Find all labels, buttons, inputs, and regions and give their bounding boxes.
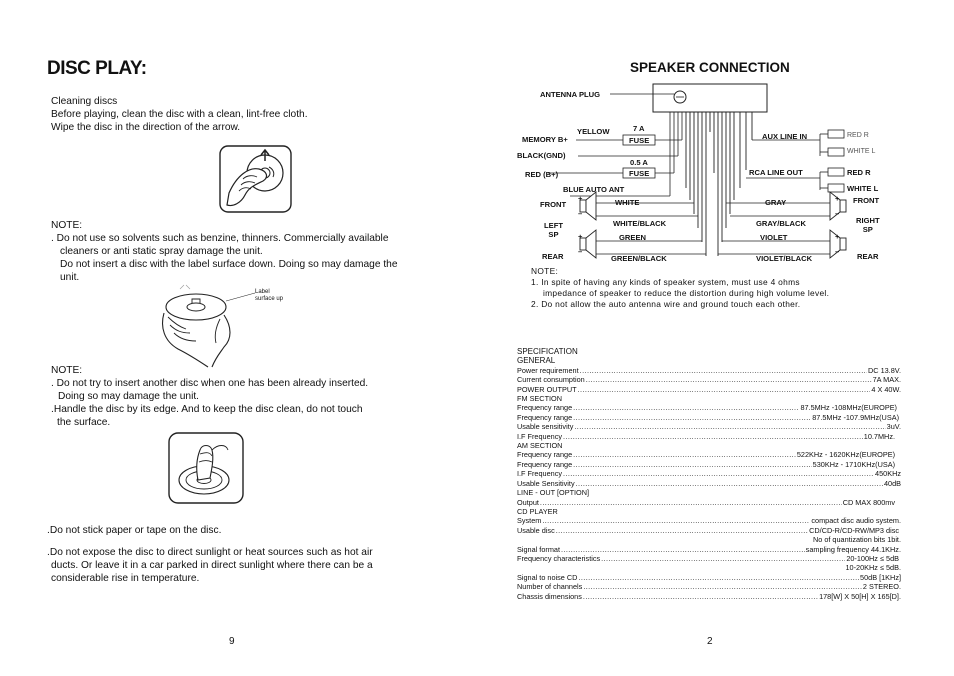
spec-value: 450KHz	[875, 469, 901, 479]
fuse-label-2: FUSE	[629, 169, 650, 178]
note2-line: the surface.	[57, 417, 111, 428]
spec-row	[517, 450, 901, 459]
polarity-plus: +	[578, 232, 583, 241]
violet-black-label: VIOLET/BLACK	[756, 254, 813, 263]
note2-line: Doing so may damage the unit.	[58, 391, 200, 402]
rca-line-out-label: RCA LINE OUT	[749, 168, 803, 177]
spec-label: Frequency characteristics	[517, 553, 601, 563]
spec-label: Usable Sensitivity	[517, 478, 575, 488]
polarity-minus: –	[835, 209, 840, 218]
spec-row	[517, 554, 901, 563]
note1-section	[51, 219, 398, 284]
spec-row	[517, 498, 901, 507]
spec-label: I.F Frequency	[517, 469, 563, 479]
aux-red-label: RED R	[847, 132, 869, 139]
spec-label: Signal to noise CD	[517, 572, 578, 582]
memory-label: MEMORY B+	[522, 135, 568, 144]
spec-label: Number of channels	[517, 582, 583, 592]
sunlight-line: considerable rise in temperature.	[51, 573, 200, 584]
note2-line: .Handle the disc by its edge. And to keep the disc clean, do not touch	[51, 404, 363, 415]
spec-value: 20-100Hz ≤ 5dB	[846, 553, 899, 563]
spec-value: 10.7MHz.	[863, 431, 895, 441]
note1-line: unit.	[60, 272, 80, 283]
spec-general: GENERAL	[517, 356, 556, 366]
note2-section	[51, 364, 368, 429]
front-right-label: FRONT	[853, 196, 880, 205]
spec-label: Usable disc	[517, 525, 555, 535]
spec-value: 4 X 40W.	[871, 384, 901, 394]
left-sp-label	[544, 221, 563, 239]
wiring-notes	[531, 266, 829, 310]
spec-row	[517, 385, 901, 394]
white-black-label: WHITE/BLACK	[613, 219, 667, 228]
wiring-notes-title: NOTE:	[531, 266, 559, 276]
spec-row	[517, 516, 901, 525]
black-gnd-label: BLACK(GND)	[517, 151, 566, 160]
spec-value: compact disc audio system.	[811, 516, 901, 526]
spec-value: DC 13.8V.	[868, 365, 901, 375]
sunlight-line: ducts. Or leave it in a car parked in direct sunlight where there can be a	[51, 560, 373, 571]
polarity-plus: +	[578, 194, 583, 203]
polarity-plus: +	[835, 194, 840, 203]
polarity-minus: –	[578, 247, 583, 256]
spec-fm-heading: FM SECTION	[517, 394, 562, 404]
note1-line: Do not insert a disc with the label surface down. Doing so may damage the	[60, 259, 398, 270]
spec-label: Power requirement	[517, 365, 579, 375]
fuse-label: FUSE	[629, 136, 650, 145]
spec-value: 7A MAX.	[872, 375, 901, 385]
spec-row	[517, 460, 901, 469]
spec-value: CD MAX 800mv	[842, 497, 895, 507]
spec-row	[517, 573, 901, 582]
specification-list	[517, 347, 901, 601]
spec-row	[517, 422, 901, 431]
wiring-note-line: 2. Do not allow the auto antenna wire and ground touch each other.	[531, 299, 801, 309]
spec-value: 3uV.	[886, 422, 901, 432]
rear-right-label: REAR	[857, 252, 879, 261]
spec-continuation: No of quantization bits 1bit.	[812, 535, 901, 545]
disc-wipe-illustration	[219, 145, 292, 213]
white-label: WHITE	[615, 198, 640, 207]
aux-white-label: WHITE L	[847, 148, 876, 155]
spec-label: Frequency range	[517, 403, 573, 413]
blue-auto-ant-label: BLUE AUTO ANT	[563, 185, 625, 194]
spec-row	[517, 375, 901, 384]
spec-row	[517, 432, 901, 441]
cleaning-section	[51, 95, 308, 134]
rca-white-label: WHITE L	[847, 184, 879, 193]
note1-title: NOTE:	[51, 220, 83, 231]
spec-label: Usable sensitivity	[517, 422, 574, 432]
green-black-label: GREEN/BLACK	[611, 254, 667, 263]
right-sp-line: SP	[862, 225, 873, 234]
antenna-plug-label: ANTENNA PLUG	[540, 90, 601, 99]
spec-value: 87.5MHz -107.9MHz(USA)	[812, 412, 899, 422]
left-page-number: 9	[229, 636, 235, 647]
label-caption-line: surface up	[255, 296, 284, 302]
spec-row	[517, 592, 901, 601]
spec-label: POWER OUTPUT	[517, 384, 577, 394]
left-sp-line: SP	[548, 230, 559, 239]
spec-value: 87.5MHz -108MHz(EUROPE)	[800, 403, 897, 413]
right-sp-line: RIGHT	[856, 216, 880, 225]
wiring-note-line: impedance of speaker to reduce the distortion during high volume level.	[543, 288, 830, 298]
gray-label: GRAY	[765, 198, 787, 207]
spec-row	[517, 582, 901, 591]
violet-label: VIOLET	[760, 233, 788, 242]
red-b-label: RED (B+)	[525, 170, 559, 179]
yellow-label: YELLOW	[577, 127, 610, 136]
fuse-7a-label: 7 A	[633, 124, 645, 133]
spec-value: 2 STEREO.	[862, 582, 901, 592]
rca-red-label: RED R	[847, 168, 871, 177]
spec-continuation: 10-20KHz ≤ 5dB.	[845, 563, 901, 573]
stick-warning: .Do not stick paper or tape on the disc.	[47, 525, 222, 536]
left-sp-line: LEFT	[544, 221, 563, 230]
spec-label: Frequency range	[517, 459, 573, 469]
gray-black-label: GRAY/BLACK	[756, 219, 806, 228]
spec-row	[517, 479, 901, 488]
spec-row	[517, 403, 901, 412]
spec-label: Signal format	[517, 544, 560, 554]
spec-label: I.F Frequency	[517, 431, 563, 441]
spec-value: 178[W] X 50[H] X 165[D].	[819, 591, 901, 601]
spec-value: sampling frequency 44.1KHz.	[805, 544, 901, 554]
polarity-plus: +	[835, 232, 840, 241]
spec-label: System	[517, 516, 542, 526]
spec-label: Frequency range	[517, 412, 573, 422]
spec-value: CD/CD-R/CD-RW/MP3 disc	[809, 525, 899, 535]
fuse-05a-label: 0.5 A	[630, 158, 648, 167]
spec-value: 50dB [1KHz]	[860, 572, 901, 582]
spec-label: Output	[517, 497, 539, 507]
spec-value: 40dB	[883, 478, 901, 488]
label-caption	[255, 289, 283, 303]
spec-lineout-heading: LINE - OUT [OPTION]	[517, 488, 590, 498]
spec-row	[517, 545, 901, 554]
label-caption-line: Label	[255, 289, 270, 295]
cleaning-heading: Cleaning discs	[51, 96, 118, 107]
left-page-title: DISC PLAY:	[47, 58, 147, 79]
note2-line: . Do not try to insert another disc when one has been already inserted.	[51, 378, 369, 389]
note2-title: NOTE:	[51, 365, 83, 376]
disc-handling-illustration	[168, 432, 244, 504]
right-page-title: SPEAKER CONNECTION	[630, 60, 790, 75]
spec-row	[517, 413, 901, 422]
spec-row	[517, 526, 901, 535]
spec-cd-heading: CD PLAYER	[517, 506, 558, 516]
sunlight-warning	[47, 546, 373, 585]
caption-pointer-line	[226, 291, 256, 303]
spec-value: 530KHz - 1710KHz(USA)	[812, 459, 895, 469]
aux-line-in-label: AUX LINE IN	[762, 132, 808, 141]
cleaning-line: Before playing, clean the disc with a clean, lint-free cloth.	[51, 109, 308, 120]
spec-row	[517, 366, 901, 375]
spec-title: SPECIFICATION	[517, 347, 578, 356]
green-label: GREEN	[619, 233, 647, 242]
rear-left-label: REAR	[542, 252, 564, 261]
polarity-minus: –	[578, 209, 583, 218]
spec-label: Frequency range	[517, 450, 573, 460]
spec-label: Current consumption	[517, 375, 585, 385]
spec-value: 522KHz - 1620KHz(EUROPE)	[796, 450, 895, 460]
polarity-minus: –	[835, 247, 840, 256]
note1-line: . Do not use so solvents such as benzine, thinners. Commercially available	[51, 233, 389, 244]
front-left-label: FRONT	[540, 200, 567, 209]
sunlight-line: .Do not expose the disc to direct sunlight or heat sources such as hot air	[47, 547, 373, 558]
note1-line: cleaners or anti static spray damage the unit.	[60, 246, 263, 257]
cleaning-line: Wipe the disc in the direction of the arrow.	[51, 122, 241, 133]
spec-row	[517, 469, 901, 478]
right-page-number: 2	[707, 636, 713, 647]
wiring-note-line: 1. In spite of having any kinds of speaker system, must use 4 ohms	[531, 277, 800, 287]
spec-label: Chassis dimensions	[517, 591, 582, 601]
spec-am-heading: AM SECTION	[517, 441, 563, 451]
right-sp-label	[856, 216, 880, 234]
